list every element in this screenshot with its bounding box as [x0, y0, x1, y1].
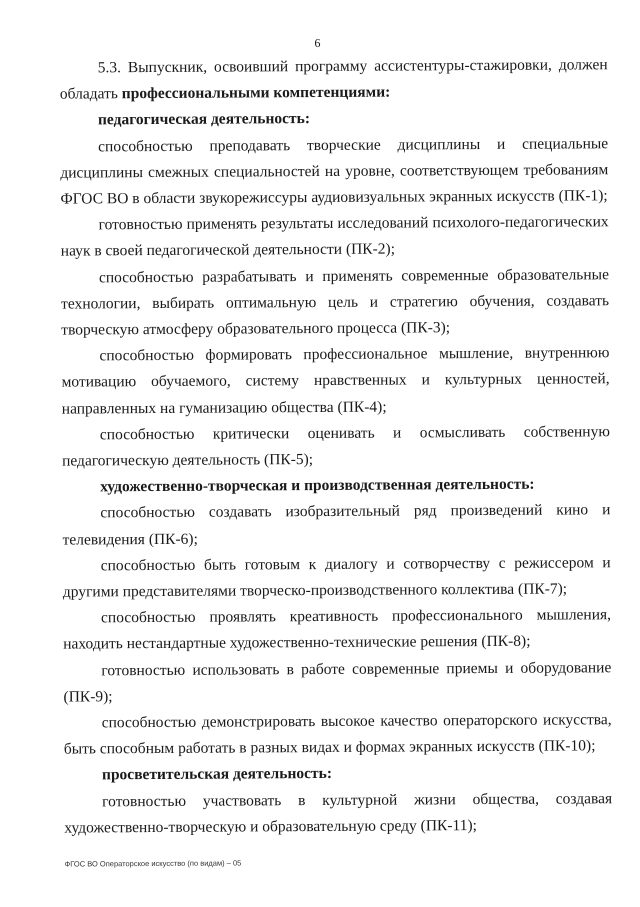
page-number: 6 — [314, 35, 321, 51]
competency-item: способностью критически оценивать и осмысливать собственную педагогическую деятельность (ПК-5); — [62, 423, 610, 470]
competency-item: готовностью использовать в работе современные приемы и оборудование (ПК-9); — [63, 658, 612, 706]
intro-paragraph — [60, 52, 608, 108]
competency-item: способностью проявлять креативность профессионального мышления, находить нестандартные художественно-технические решения (ПК-8); — [63, 606, 612, 654]
competency-item: способностью разрабатывать и применять современные образовательные технологии, выбирать оптимальную цель и стратегию обучения, создавать творческую атмосферу образовательного процесса (ПК-3); — [61, 265, 610, 339]
section-heading: просветительская деятельность: — [101, 765, 333, 784]
competency-item: способностью формировать профессиональное мышление, внутреннюю мотивацию обучаемого, систему нравственных и культурных ценностей, направленных на гуманизацию общества (ПК-4); — [61, 344, 610, 418]
competency-item: способностью создавать изобразительный ряд произведений кино и телевидения (ПК-6); — [62, 501, 611, 549]
intro-text: 5.3. Выпускник, освоивший программу ассистентуры-стажировки, должен обладать — [59, 56, 608, 103]
intro-bold-term: профессиональными компетенциями: — [121, 83, 391, 103]
competency-item: готовностью участвовать в культурной жизни общества, создавая художественно-творческую и образовательную среду (ПК-11); — [64, 789, 613, 837]
competency-item: способностью преподавать творческие дисциплины и специальные дисциплины смежных специальностей на уровне, соответствующем требованиям ФГОС ВО в области звукорежиссуры аудиовизуальных экранных искусств (ПК-1); — [60, 134, 609, 208]
document-footer: ФГОС ВО Операторское искусство (по видам) – 05 — [64, 858, 242, 869]
section-heading: художественно-творческая и производственная деятельность: — [100, 475, 535, 496]
section-pedagogical — [60, 105, 610, 475]
document-body — [60, 52, 613, 841]
competency-item: способностью демонстрировать высокое качество операторского искусства, быть способным работать в разных видах и формах экранных искусств (ПК-10); — [63, 711, 612, 758]
section-creative-production — [62, 471, 612, 763]
competency-item: способностью быть готовым к диалогу и сотворчеству с режиссером и другими представителями творческо-производственного коллектива (ПК-7); — [62, 554, 611, 601]
section-heading: педагогическая деятельность: — [97, 110, 311, 129]
competency-item: готовностью применять результаты исследований психолого-педагогических наук в своей педагогической деятельности (ПК-2); — [60, 213, 609, 261]
section-educational-outreach — [64, 760, 612, 842]
